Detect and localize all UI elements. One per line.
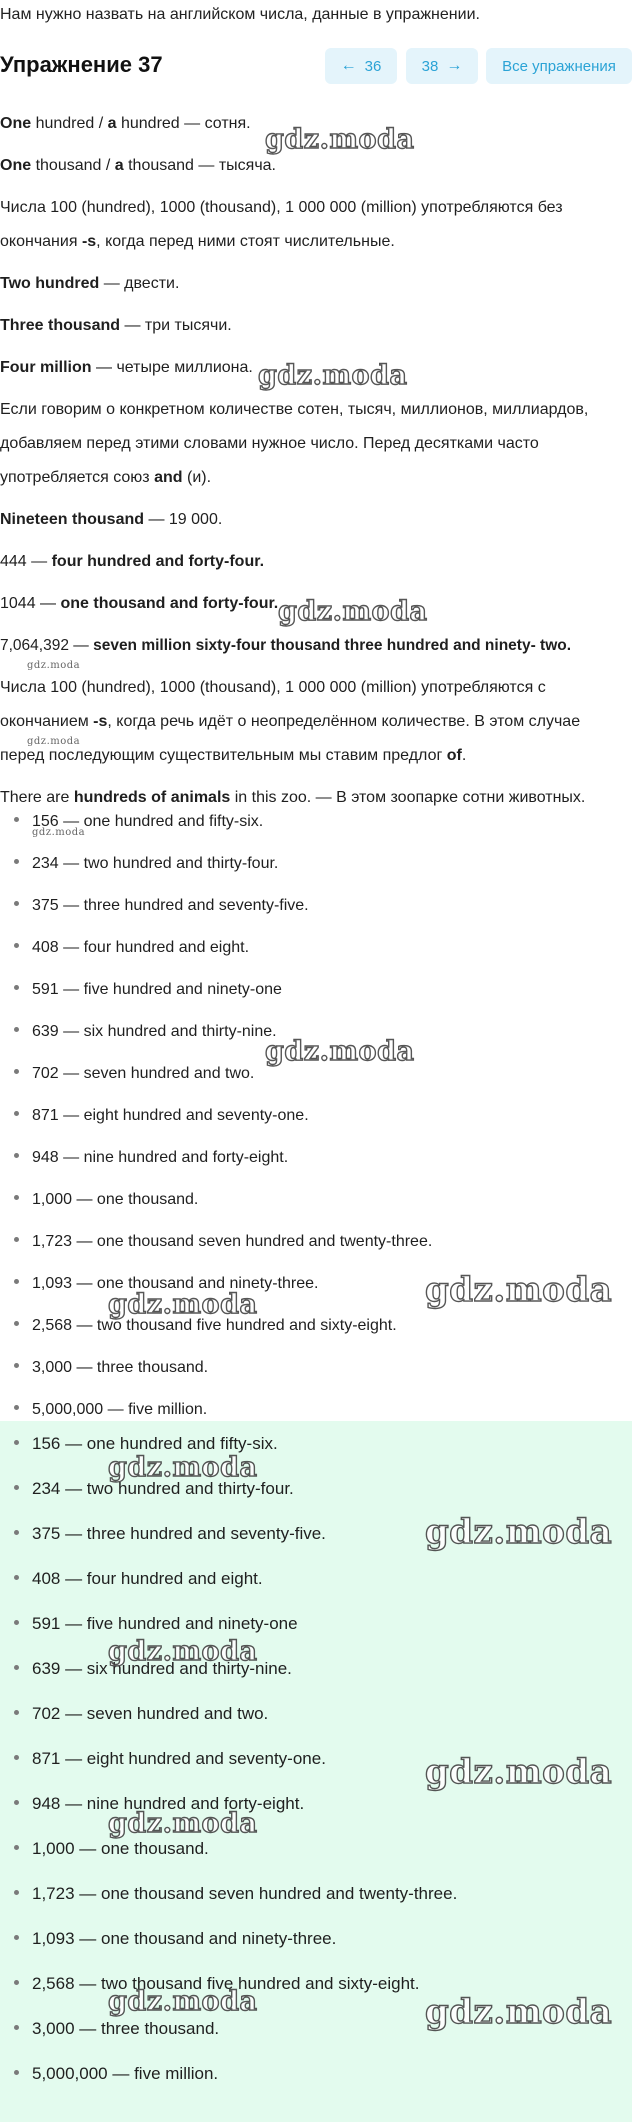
list-item-text: 3,000 — three thousand. xyxy=(32,2019,220,2038)
list-item-text: 948 — nine hundred and forty-eight. xyxy=(32,1794,305,1813)
list-item xyxy=(14,855,278,873)
bullet-icon xyxy=(14,1845,19,1850)
text: окончания xyxy=(0,233,82,250)
bullet-icon xyxy=(14,1153,19,1158)
bold-text: -s xyxy=(81,233,97,250)
theory-line xyxy=(0,357,253,379)
watermark: gdz.moda xyxy=(108,1986,258,2017)
list-item xyxy=(14,1191,198,1209)
list-item xyxy=(14,1704,268,1724)
watermark: gdz.moda xyxy=(265,1036,415,1067)
watermark: gdz.moda xyxy=(265,124,415,155)
text: hundred — сотня. xyxy=(116,115,251,132)
bold-text: a xyxy=(114,157,124,174)
prev-exercise-label: 36 xyxy=(364,57,382,75)
text: There are xyxy=(0,789,74,806)
theory-line: Числа 100 (hundred), 1000 (thousand), 1 000 000 (million) употребляются с xyxy=(0,679,546,696)
list-item-text: 639 — six hundred and thirty-nine. xyxy=(32,1659,292,1678)
list-item-text: 702 — seven hundred and two. xyxy=(32,1065,255,1082)
bullet-icon xyxy=(14,2070,19,2075)
text: , когда перед ними стоят числительные. xyxy=(96,233,395,250)
arrow-left-icon: ← xyxy=(340,57,357,74)
bullet-icon xyxy=(14,1485,19,1490)
all-exercises-label: Все упражнения xyxy=(502,57,616,75)
bold-text: four hundred and forty-four. xyxy=(51,553,265,570)
text: thousand / xyxy=(31,157,115,174)
bullet-icon xyxy=(14,1069,19,1074)
text: — четыре миллиона. xyxy=(91,359,253,376)
list-item-text: 871 — eight hundred and seventy-one. xyxy=(32,1107,309,1124)
theory-line: Если говорим о конкретном количестве сотен, тысяч, миллионов, миллиардов, xyxy=(0,401,589,418)
list-item-text: 3,000 — three thousand. xyxy=(32,1359,209,1376)
text: перед последующим существительным мы ставим предлог xyxy=(0,747,447,764)
bold-text: one thousand and forty-four. xyxy=(60,595,279,612)
list-item-text: 1,000 — one thousand. xyxy=(32,1839,209,1858)
bullet-icon xyxy=(14,1405,19,1410)
bold-text: Nineteen thousand xyxy=(0,511,145,528)
watermark: gdz.moda xyxy=(27,660,81,671)
list-item-text: 1,000 — one thousand. xyxy=(32,1191,199,1208)
bold-text: One xyxy=(0,115,32,132)
text: — двести. xyxy=(99,275,180,292)
text: окончанием xyxy=(0,713,94,730)
list-item xyxy=(14,2019,219,2039)
list-item xyxy=(14,1614,298,1634)
watermark: gdz.moda xyxy=(425,1992,613,2032)
bullet-icon xyxy=(14,1935,19,1940)
bold-text: Two hundred xyxy=(0,275,100,292)
theory-line xyxy=(0,231,395,253)
prev-exercise-button[interactable] xyxy=(325,48,397,84)
bullet-icon xyxy=(14,859,19,864)
bullet-icon xyxy=(14,1575,19,1580)
bullet-icon xyxy=(14,1890,19,1895)
next-exercise-label: 38 xyxy=(421,57,439,75)
page-title: Упражнение 37 xyxy=(0,52,163,77)
theory-line: добавляем перед этими словами нужное число. Перед десятками часто xyxy=(0,435,539,452)
text: 444 — xyxy=(0,553,52,570)
bold-text: of xyxy=(446,747,462,764)
list-item xyxy=(14,939,249,957)
watermark: gdz.moda xyxy=(278,596,428,627)
list-item-text: 5,000,000 — five million. xyxy=(32,2064,219,2083)
arrow-right-icon: → xyxy=(446,57,463,74)
list-item-text: 871 — eight hundred and seventy-one. xyxy=(32,1749,326,1768)
theory-line xyxy=(0,711,580,733)
list-item xyxy=(14,1065,254,1083)
list-item-text: 234 — two hundred and thirty-four. xyxy=(32,1479,294,1498)
watermark: gdz.moda xyxy=(32,827,86,838)
theory-line: Числа 100 (hundred), 1000 (thousand), 1 000 000 (million) употребляются без xyxy=(0,199,563,216)
theory-line xyxy=(0,787,585,809)
watermark: gdz.moda xyxy=(425,1752,613,1792)
next-exercise-button[interactable] xyxy=(406,48,478,84)
bold-text: seven million sixty-four thousand three hundred and ninety- two. xyxy=(93,637,572,654)
bold-text: Four million xyxy=(0,359,92,376)
list-item xyxy=(14,897,309,915)
text: — 19 000. xyxy=(144,511,223,528)
list-item xyxy=(14,1569,263,1589)
watermark: gdz.moda xyxy=(27,736,81,747)
list-item xyxy=(14,1929,336,1949)
watermark: gdz.moda xyxy=(425,1270,613,1310)
text: , когда речь идёт о неопределённом количестве. В этом случае xyxy=(107,713,581,730)
theory-line xyxy=(0,593,278,615)
bold-text: -s xyxy=(93,713,108,730)
bullet-icon xyxy=(14,1195,19,1200)
bullet-icon xyxy=(14,985,19,990)
list-item-text: 156 — one hundred and fifty-six. xyxy=(32,813,264,830)
text: 7,064,392 — xyxy=(0,637,94,654)
list-item-text: 234 — two hundred and thirty-four. xyxy=(32,855,279,872)
bold-text: hundreds of animals xyxy=(73,789,231,806)
watermark: gdz.moda xyxy=(258,360,408,391)
list-item-text: 639 — six hundred and thirty-nine. xyxy=(32,1023,277,1040)
list-item xyxy=(14,1149,288,1167)
watermark: gdz.moda xyxy=(425,1512,613,1552)
theory-line xyxy=(0,551,264,573)
watermark: gdz.moda xyxy=(108,1808,258,1839)
bullet-icon xyxy=(14,1279,19,1284)
text: hundred / xyxy=(31,115,108,132)
bullet-icon xyxy=(14,1321,19,1326)
bullet-icon xyxy=(14,1237,19,1242)
bullet-icon xyxy=(14,1980,19,1985)
theory-line xyxy=(0,113,251,135)
text: употребляется союз xyxy=(0,469,155,486)
list-item xyxy=(14,1359,208,1377)
theory-line xyxy=(0,509,222,531)
text: (и). xyxy=(182,469,212,486)
bullet-icon xyxy=(14,1755,19,1760)
list-item-text: 1,093 — one thousand and ninety-three. xyxy=(32,1275,319,1292)
bullet-icon xyxy=(14,901,19,906)
theory-line xyxy=(0,745,466,767)
list-item xyxy=(14,1839,209,1859)
list-item-text: 156 — one hundred and fifty-six. xyxy=(32,1434,278,1453)
list-item xyxy=(14,1524,326,1544)
list-item xyxy=(14,1401,207,1419)
list-item-text: 2,568 — two thousand five hundred and sixty-eight. xyxy=(32,1317,397,1334)
list-item xyxy=(14,1023,277,1041)
theory-line xyxy=(0,315,232,337)
text: thousand — тысяча. xyxy=(123,157,276,174)
bullet-icon xyxy=(14,1440,19,1445)
theory-line xyxy=(0,273,179,295)
watermark: gdz.moda xyxy=(108,1289,258,1320)
theory-line xyxy=(0,635,571,657)
list-item-text: 2,568 — two thousand five hundred and sixty-eight. xyxy=(32,1974,420,1993)
bullet-icon xyxy=(14,1363,19,1368)
list-item xyxy=(14,1233,432,1251)
bullet-icon xyxy=(14,2025,19,2030)
bullet-icon xyxy=(14,1665,19,1670)
list-item-text: 1,093 — one thousand and ninety-three. xyxy=(32,1929,337,1948)
watermark: gdz.moda xyxy=(108,1636,258,1667)
text: . xyxy=(461,747,467,764)
list-item-text: 1,723 — one thousand seven hundred and twenty-three. xyxy=(32,1233,433,1250)
list-item-text: 375 — three hundred and seventy-five. xyxy=(32,897,309,914)
theory-line xyxy=(0,467,211,489)
list-item xyxy=(14,1749,326,1769)
text: — три тысячи. xyxy=(120,317,232,334)
list-item-text: 948 — nine hundred and forty-eight. xyxy=(32,1149,289,1166)
list-item-text: 591 — five hundred and ninety-one xyxy=(32,1614,298,1633)
list-item xyxy=(14,1884,457,1904)
list-item xyxy=(14,1107,309,1125)
bold-text: and xyxy=(154,469,183,486)
text: 1044 — xyxy=(0,595,61,612)
list-item-text: 1,723 — one thousand seven hundred and twenty-three. xyxy=(32,1884,458,1903)
bullet-icon xyxy=(14,1027,19,1032)
list-item-text: 591 — five hundred and ninety-one xyxy=(32,981,282,998)
list-item xyxy=(14,2064,218,2084)
all-exercises-button[interactable] xyxy=(486,48,632,84)
watermark: gdz.moda xyxy=(108,1452,258,1483)
list-item-text: 702 — seven hundred and two. xyxy=(32,1704,269,1723)
list-item-text: 375 — three hundred and seventy-five. xyxy=(32,1524,326,1543)
bullet-icon xyxy=(14,1710,19,1715)
bullet-icon xyxy=(14,1111,19,1116)
list-item-text: 408 — four hundred and eight. xyxy=(32,939,250,956)
bullet-icon xyxy=(14,1530,19,1535)
bullet-icon xyxy=(14,943,19,948)
bullet-icon xyxy=(14,817,19,822)
exercise-note: Нам нужно назвать на английском числа, данные в упражнении. xyxy=(0,6,480,23)
bullet-icon xyxy=(14,1620,19,1625)
bullet-icon xyxy=(14,1800,19,1805)
list-item xyxy=(14,1434,278,1454)
theory-line xyxy=(0,155,276,177)
list-item-text: 5,000,000 — five million. xyxy=(32,1401,208,1418)
bold-text: Three thousand xyxy=(0,317,121,334)
list-item-text: 408 — four hundred and eight. xyxy=(32,1569,263,1588)
list-item xyxy=(14,981,282,999)
text: in this zoo. — В этом зоопарке сотни животных. xyxy=(230,789,586,806)
bold-text: One xyxy=(0,157,32,174)
bold-text: a xyxy=(107,115,117,132)
